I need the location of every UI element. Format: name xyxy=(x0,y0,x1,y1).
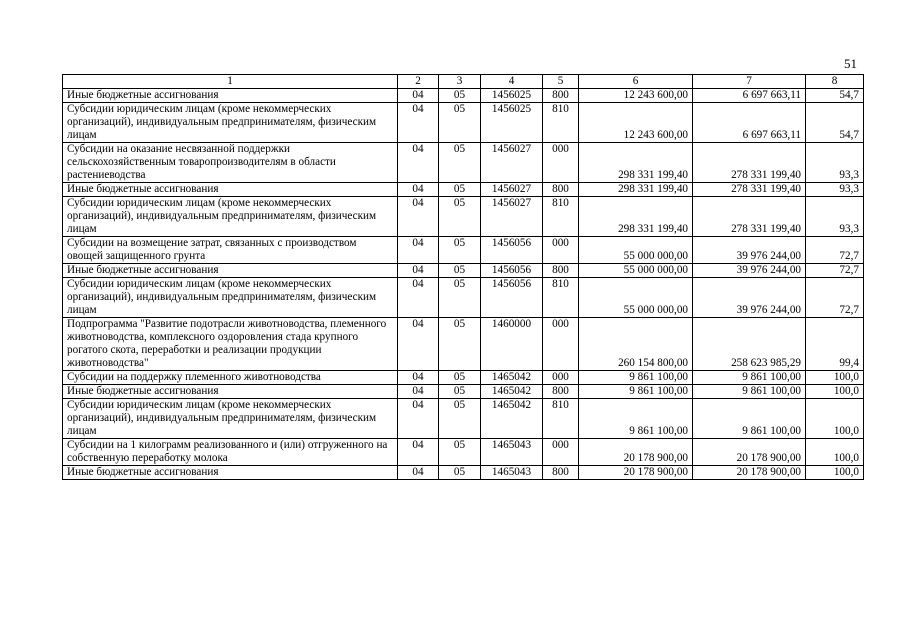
executed-amount-cell: 278 331 199,40 xyxy=(693,197,806,237)
expense-type-cell: 810 xyxy=(543,399,579,439)
execution-percent-cell: 93,3 xyxy=(806,197,864,237)
planned-amount-cell: 260 154 800,00 xyxy=(579,318,693,371)
row-name-cell: Субсидии юридическим лицам (кроме некоммерческих организаций), индивидуальным предпринимателям, физическим лицам xyxy=(63,278,398,318)
section-code-cell: 04 xyxy=(398,399,439,439)
executed-amount-cell: 278 331 199,40 xyxy=(693,143,806,183)
column-header: 8 xyxy=(806,75,864,89)
row-name-cell: Субсидии на поддержку племенного животноводства xyxy=(63,371,398,385)
column-header: 2 xyxy=(398,75,439,89)
row-name-cell: Субсидии на возмещение затрат, связанных с производством овощей защищенного грунта xyxy=(63,237,398,264)
execution-percent-cell: 72,7 xyxy=(806,237,864,264)
table-row xyxy=(63,318,864,371)
execution-percent-cell: 100,0 xyxy=(806,371,864,385)
row-name-cell: Субсидии юридическим лицам (кроме некоммерческих организаций), индивидуальным предпринимателям, физическим лицам xyxy=(63,399,398,439)
executed-amount-cell: 278 331 199,40 xyxy=(693,183,806,197)
planned-amount-cell: 9 861 100,00 xyxy=(579,399,693,439)
expense-type-cell: 800 xyxy=(543,385,579,399)
table-row xyxy=(63,371,864,385)
expense-type-cell: 800 xyxy=(543,466,579,480)
target-article-cell: 1456027 xyxy=(481,143,543,183)
subsection-code-cell: 05 xyxy=(439,143,481,183)
row-name-cell: Субсидии на 1 килограмм реализованного и (или) отгруженного на собственную переработку молока xyxy=(63,439,398,466)
executed-amount-cell: 9 861 100,00 xyxy=(693,385,806,399)
expense-type-cell: 810 xyxy=(543,197,579,237)
execution-percent-cell: 100,0 xyxy=(806,439,864,466)
planned-amount-cell: 12 243 600,00 xyxy=(579,103,693,143)
executed-amount-cell: 6 697 663,11 xyxy=(693,89,806,103)
column-header: 1 xyxy=(63,75,398,89)
planned-amount-cell: 9 861 100,00 xyxy=(579,371,693,385)
column-header: 5 xyxy=(543,75,579,89)
section-code-cell: 04 xyxy=(398,318,439,371)
section-code-cell: 04 xyxy=(398,385,439,399)
table-row xyxy=(63,278,864,318)
executed-amount-cell: 20 178 900,00 xyxy=(693,439,806,466)
row-name-cell: Иные бюджетные ассигнования xyxy=(63,466,398,480)
target-article-cell: 1465042 xyxy=(481,399,543,439)
table-row xyxy=(63,103,864,143)
execution-percent-cell: 54,7 xyxy=(806,89,864,103)
row-name-cell: Иные бюджетные ассигнования xyxy=(63,264,398,278)
section-code-cell: 04 xyxy=(398,264,439,278)
subsection-code-cell: 05 xyxy=(439,103,481,143)
planned-amount-cell: 298 331 199,40 xyxy=(579,197,693,237)
table-row xyxy=(63,197,864,237)
table-row xyxy=(63,143,864,183)
expense-type-cell: 000 xyxy=(543,143,579,183)
section-code-cell: 04 xyxy=(398,278,439,318)
table-row xyxy=(63,89,864,103)
subsection-code-cell: 05 xyxy=(439,264,481,278)
column-header: 4 xyxy=(481,75,543,89)
row-name-cell: Иные бюджетные ассигнования xyxy=(63,183,398,197)
executed-amount-cell: 9 861 100,00 xyxy=(693,399,806,439)
executed-amount-cell: 258 623 985,29 xyxy=(693,318,806,371)
subsection-code-cell: 05 xyxy=(439,385,481,399)
executed-amount-cell: 9 861 100,00 xyxy=(693,371,806,385)
planned-amount-cell: 298 331 199,40 xyxy=(579,183,693,197)
column-header: 6 xyxy=(579,75,693,89)
section-code-cell: 04 xyxy=(398,439,439,466)
expense-type-cell: 000 xyxy=(543,439,579,466)
target-article-cell: 1465042 xyxy=(481,385,543,399)
executed-amount-cell: 39 976 244,00 xyxy=(693,237,806,264)
row-name-cell: Иные бюджетные ассигнования xyxy=(63,385,398,399)
executed-amount-cell: 39 976 244,00 xyxy=(693,264,806,278)
executed-amount-cell: 39 976 244,00 xyxy=(693,278,806,318)
section-code-cell: 04 xyxy=(398,466,439,480)
target-article-cell: 1465043 xyxy=(481,439,543,466)
subsection-code-cell: 05 xyxy=(439,371,481,385)
section-code-cell: 04 xyxy=(398,143,439,183)
executed-amount-cell: 20 178 900,00 xyxy=(693,466,806,480)
table-row xyxy=(63,183,864,197)
target-article-cell: 1456025 xyxy=(481,89,543,103)
target-article-cell: 1456025 xyxy=(481,103,543,143)
planned-amount-cell: 12 243 600,00 xyxy=(579,89,693,103)
planned-amount-cell: 55 000 000,00 xyxy=(579,278,693,318)
execution-percent-cell: 72,7 xyxy=(806,264,864,278)
expense-type-cell: 800 xyxy=(543,89,579,103)
table-row xyxy=(63,385,864,399)
target-article-cell: 1465043 xyxy=(481,466,543,480)
execution-percent-cell: 72,7 xyxy=(806,278,864,318)
target-article-cell: 1460000 xyxy=(481,318,543,371)
execution-percent-cell: 93,3 xyxy=(806,143,864,183)
planned-amount-cell: 20 178 900,00 xyxy=(579,466,693,480)
page-number: 51 xyxy=(844,56,857,71)
subsection-code-cell: 05 xyxy=(439,318,481,371)
table-row xyxy=(63,399,864,439)
subsection-code-cell: 05 xyxy=(439,89,481,103)
execution-percent-cell: 54,7 xyxy=(806,103,864,143)
column-header: 7 xyxy=(693,75,806,89)
row-name-cell: Субсидии на оказание несвязанной поддержки сельскохозяйственным товаропроизводителям в области растениеводства xyxy=(63,143,398,183)
subsection-code-cell: 05 xyxy=(439,237,481,264)
planned-amount-cell: 298 331 199,40 xyxy=(579,143,693,183)
section-code-cell: 04 xyxy=(398,197,439,237)
target-article-cell: 1456027 xyxy=(481,183,543,197)
planned-amount-cell: 9 861 100,00 xyxy=(579,385,693,399)
table-row xyxy=(63,237,864,264)
target-article-cell: 1456027 xyxy=(481,197,543,237)
table-header-row xyxy=(63,75,864,89)
section-code-cell: 04 xyxy=(398,237,439,264)
subsection-code-cell: 05 xyxy=(439,197,481,237)
execution-percent-cell: 99,4 xyxy=(806,318,864,371)
execution-percent-cell: 100,0 xyxy=(806,466,864,480)
section-code-cell: 04 xyxy=(398,183,439,197)
table-row xyxy=(63,439,864,466)
section-code-cell: 04 xyxy=(398,103,439,143)
subsection-code-cell: 05 xyxy=(439,399,481,439)
planned-amount-cell: 55 000 000,00 xyxy=(579,264,693,278)
subsection-code-cell: 05 xyxy=(439,466,481,480)
expense-type-cell: 800 xyxy=(543,183,579,197)
expense-type-cell: 810 xyxy=(543,103,579,143)
subsection-code-cell: 05 xyxy=(439,278,481,318)
budget-table xyxy=(62,74,864,480)
expense-type-cell: 810 xyxy=(543,278,579,318)
expense-type-cell: 000 xyxy=(543,237,579,264)
column-header: 3 xyxy=(439,75,481,89)
target-article-cell: 1465042 xyxy=(481,371,543,385)
row-name-cell: Подпрограмма "Развитие подотрасли животноводства, племенного животноводства, комплексного оздоровления стада крупного рогатого скота, переработки и реализации продукции животноводства" xyxy=(63,318,398,371)
execution-percent-cell: 100,0 xyxy=(806,385,864,399)
row-name-cell: Субсидии юридическим лицам (кроме некоммерческих организаций), индивидуальным предпринимателям, физическим лицам xyxy=(63,197,398,237)
planned-amount-cell: 55 000 000,00 xyxy=(579,237,693,264)
row-name-cell: Иные бюджетные ассигнования xyxy=(63,89,398,103)
table-body xyxy=(63,89,864,480)
table-row xyxy=(63,466,864,480)
expense-type-cell: 000 xyxy=(543,371,579,385)
expense-type-cell: 000 xyxy=(543,318,579,371)
table-row xyxy=(63,264,864,278)
expense-type-cell: 800 xyxy=(543,264,579,278)
execution-percent-cell: 100,0 xyxy=(806,399,864,439)
subsection-code-cell: 05 xyxy=(439,439,481,466)
execution-percent-cell: 93,3 xyxy=(806,183,864,197)
target-article-cell: 1456056 xyxy=(481,264,543,278)
section-code-cell: 04 xyxy=(398,371,439,385)
section-code-cell: 04 xyxy=(398,89,439,103)
target-article-cell: 1456056 xyxy=(481,237,543,264)
subsection-code-cell: 05 xyxy=(439,183,481,197)
target-article-cell: 1456056 xyxy=(481,278,543,318)
row-name-cell: Субсидии юридическим лицам (кроме некоммерческих организаций), индивидуальным предпринимателям, физическим лицам xyxy=(63,103,398,143)
executed-amount-cell: 6 697 663,11 xyxy=(693,103,806,143)
planned-amount-cell: 20 178 900,00 xyxy=(579,439,693,466)
